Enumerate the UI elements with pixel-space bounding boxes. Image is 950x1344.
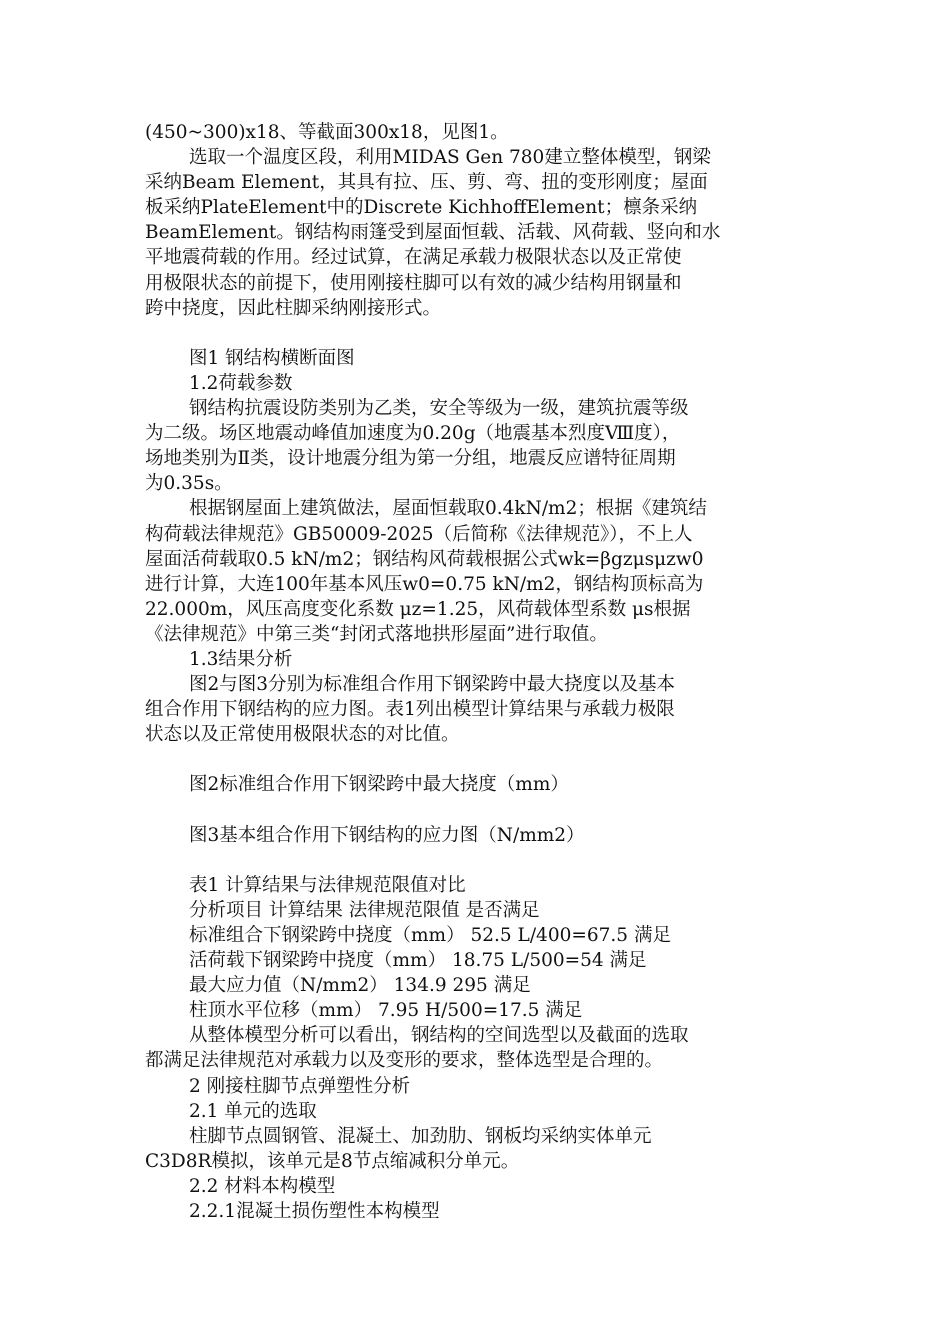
- paragraph-line: 根据钢屋面上建筑做法，屋面恒载取0.4kN/m2；根据《建筑结: [189, 498, 707, 520]
- table-row: 柱顶水平位移（mm） 7.95 H/500=17.5 满足: [189, 1000, 583, 1022]
- table-row: 标准组合下钢梁跨中挠度（mm） 52.5 L/400=67.5 满足: [189, 925, 671, 946]
- section-heading: 2.1 单元的选取: [189, 1100, 317, 1122]
- paragraph-line: 场地类别为Ⅱ类，设计地震分组为第一分组，地震反应谱特征周期: [145, 448, 676, 470]
- paragraph-line: 构荷载法律规范》GB50009-2025（后简称《法律规范》），不上人: [145, 523, 693, 545]
- body-text: [145, 120, 805, 1224]
- paragraph-line: 都满足法律规范对承载力以及变形的要求，整体选型是合理的。: [145, 1050, 664, 1072]
- paragraph-line: 图2与图3分别为标准组合作用下钢梁跨中最大挠度以及基本: [189, 674, 676, 696]
- paragraph-line: C3D8R模拟，该单元是8节点缩减积分单元。: [145, 1150, 520, 1172]
- paragraph-line: 跨中挠度，因此柱脚采纳刚接形式。: [145, 297, 442, 319]
- table-caption: 表1 计算结果与法律规范限值对比: [189, 874, 466, 896]
- paragraph-line: 钢结构抗震设防类别为乙类，安全等级为一级，建筑抗震等级: [189, 398, 689, 420]
- paragraph-line: 为0.35s。: [145, 473, 233, 495]
- paragraph-line: 为二级。场区地震动峰值加速度为0.20g（地震基本烈度Ⅷ度），: [145, 423, 681, 445]
- figure-caption: 图2标准组合作用下钢梁跨中最大挠度（mm）: [189, 774, 569, 796]
- paragraph-line: 选取一个温度区段，利用MIDAS Gen 780建立整体模型，钢梁: [189, 147, 711, 169]
- figure-caption: 图1 钢结构横断面图: [189, 347, 355, 369]
- paragraph-line: 进行计算，大连100年基本风压w0=0.75 kN/m2，钢结构顶标高为: [145, 573, 704, 595]
- paragraph-line: 平地震荷载的作用。经过试算，在满足承载力极限状态以及正常使: [145, 247, 682, 269]
- paragraph-line: 《法律规范》中第三类“封闭式落地拱形屋面”进行取值。: [145, 623, 608, 645]
- paragraph-line: 22.000m，风压高度变化系数 μz=1.25，风荷载体型系数 μs根据: [145, 598, 691, 620]
- paragraph-line: BeamElement。钢结构雨篷受到屋面恒载、活载、风荷载、竖向和水: [145, 222, 721, 244]
- blank-line: [145, 321, 805, 346]
- table-row: 最大应力值（N/mm2） 134.9 295 满足: [189, 975, 531, 997]
- paragraph-line: 屋面活荷载取0.5 kN/m2；钢结构风荷载根据公式wk=βgzμsμzw0: [145, 548, 704, 570]
- section-heading: 1.2荷载参数: [189, 372, 293, 394]
- paragraph-line: 状态以及正常使用极限状态的对比值。: [145, 724, 460, 746]
- figure-caption: 图3基本组合作用下钢结构的应力图（N/mm2）: [189, 824, 585, 846]
- section-heading: 2.2 材料本构模型: [189, 1175, 336, 1197]
- section-heading: 2.2.1混凝土损伤塑性本构模型: [189, 1201, 440, 1223]
- section-heading: 1.3结果分析: [189, 648, 293, 670]
- table-header-row: 分析项目 计算结果 法律规范限值 是否满足: [189, 899, 540, 921]
- blank-line: [145, 848, 805, 873]
- blank-line: [145, 747, 805, 772]
- table-row: 活荷载下钢梁跨中挠度（mm） 18.75 L/500=54 满足: [189, 950, 647, 972]
- paragraph-line: 板采纳PlateElement中的Discrete KichhoffElement；檩条采纳: [145, 197, 698, 219]
- paragraph-line: 柱脚节点圆钢管、混凝土、加劲肋、钢板均采纳实体单元: [189, 1125, 652, 1147]
- paragraph-line: (450~300)x18、等截面300x18，见图1。: [145, 122, 509, 143]
- paragraph-line: 采纳Beam Element，其具有拉、压、剪、弯、扭的变形刚度；屋面: [145, 172, 708, 194]
- blank-line: [145, 798, 805, 823]
- paragraph-line: 用极限状态的前提下，使用刚接柱脚可以有效的减少结构用钢量和: [145, 272, 682, 294]
- paragraph-line: 组合作用下钢结构的应力图。表1列出模型计算结果与承载力极限: [145, 699, 675, 721]
- paragraph-line: 从整体模型分析可以看出，钢结构的空间选型以及截面的选取: [189, 1025, 689, 1047]
- section-heading: 2 刚接柱脚节点弹塑性分析: [189, 1075, 411, 1097]
